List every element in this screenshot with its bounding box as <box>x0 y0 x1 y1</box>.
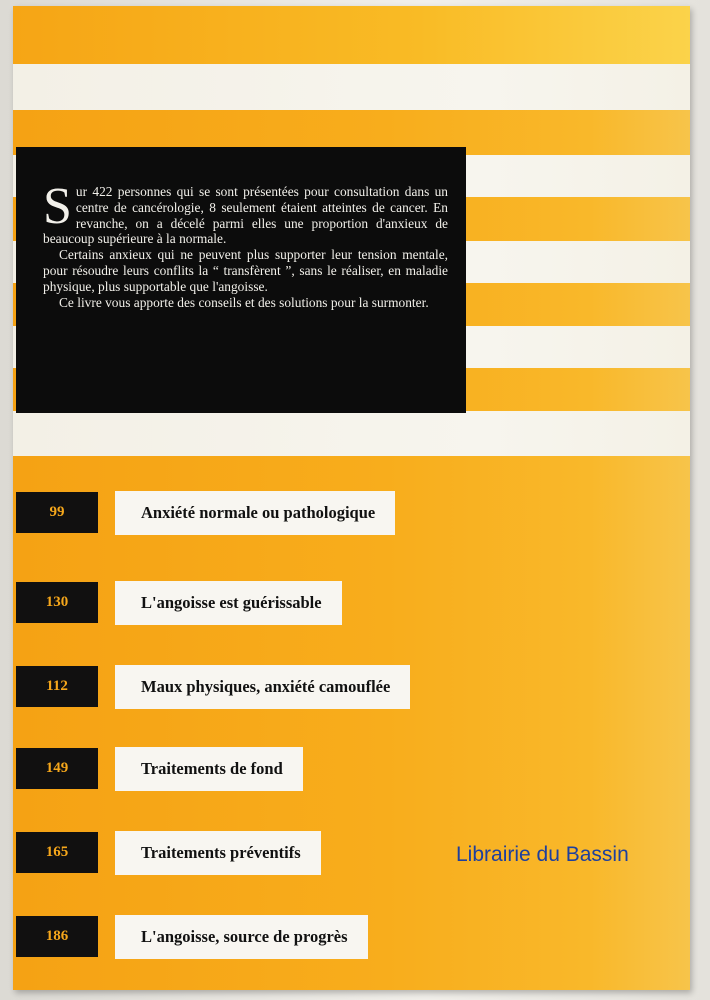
chapter-title: L'angoisse est guérissable <box>115 581 342 625</box>
chapter-page-number: 149 <box>16 748 98 789</box>
chapter-page-number: 99 <box>16 492 98 533</box>
blurb-box <box>16 147 466 413</box>
blurb-paragraph-2: Certains anxieux qui ne peuvent plus supporter leur tension mentale, pour résoudre leurs conflits la “ transfèrent ”, sans le réaliser, en maladie physique, plus supportable que l'angoisse. <box>43 247 448 294</box>
cover-top-band <box>13 6 690 64</box>
chapter-title: Maux physiques, anxiété camouflée <box>115 665 410 709</box>
bookseller-watermark: Librairie du Bassin <box>456 843 629 866</box>
chapter-title: Anxiété normale ou pathologique <box>115 491 395 535</box>
chapter-page-number: 130 <box>16 582 98 623</box>
chapter-title: L'angoisse, source de progrès <box>115 915 368 959</box>
blurb-paragraph-1: ur 422 personnes qui se sont présentées pour consultation dans un centre de cancérologie, 8 seulement étaient atteintes de cancer. En revanche, on a décelé parmi elles une proportion d'anxieux de beaucoup supérieure à la normale. <box>43 184 448 247</box>
chapter-page-number: 186 <box>16 916 98 957</box>
blurb-paragraph-3: Ce livre vous apporte des conseils et des solutions pour la surmonter. <box>59 294 429 310</box>
chapter-page-number: 165 <box>16 832 98 873</box>
chapter-page-number: 112 <box>16 666 98 707</box>
blurb-dropcap: S <box>43 178 72 235</box>
chapter-title: Traitements de fond <box>115 747 303 791</box>
cream-stripe-5 <box>13 411 690 456</box>
cream-stripe-1 <box>13 64 690 110</box>
chapter-title: Traitements préventifs <box>115 831 321 875</box>
